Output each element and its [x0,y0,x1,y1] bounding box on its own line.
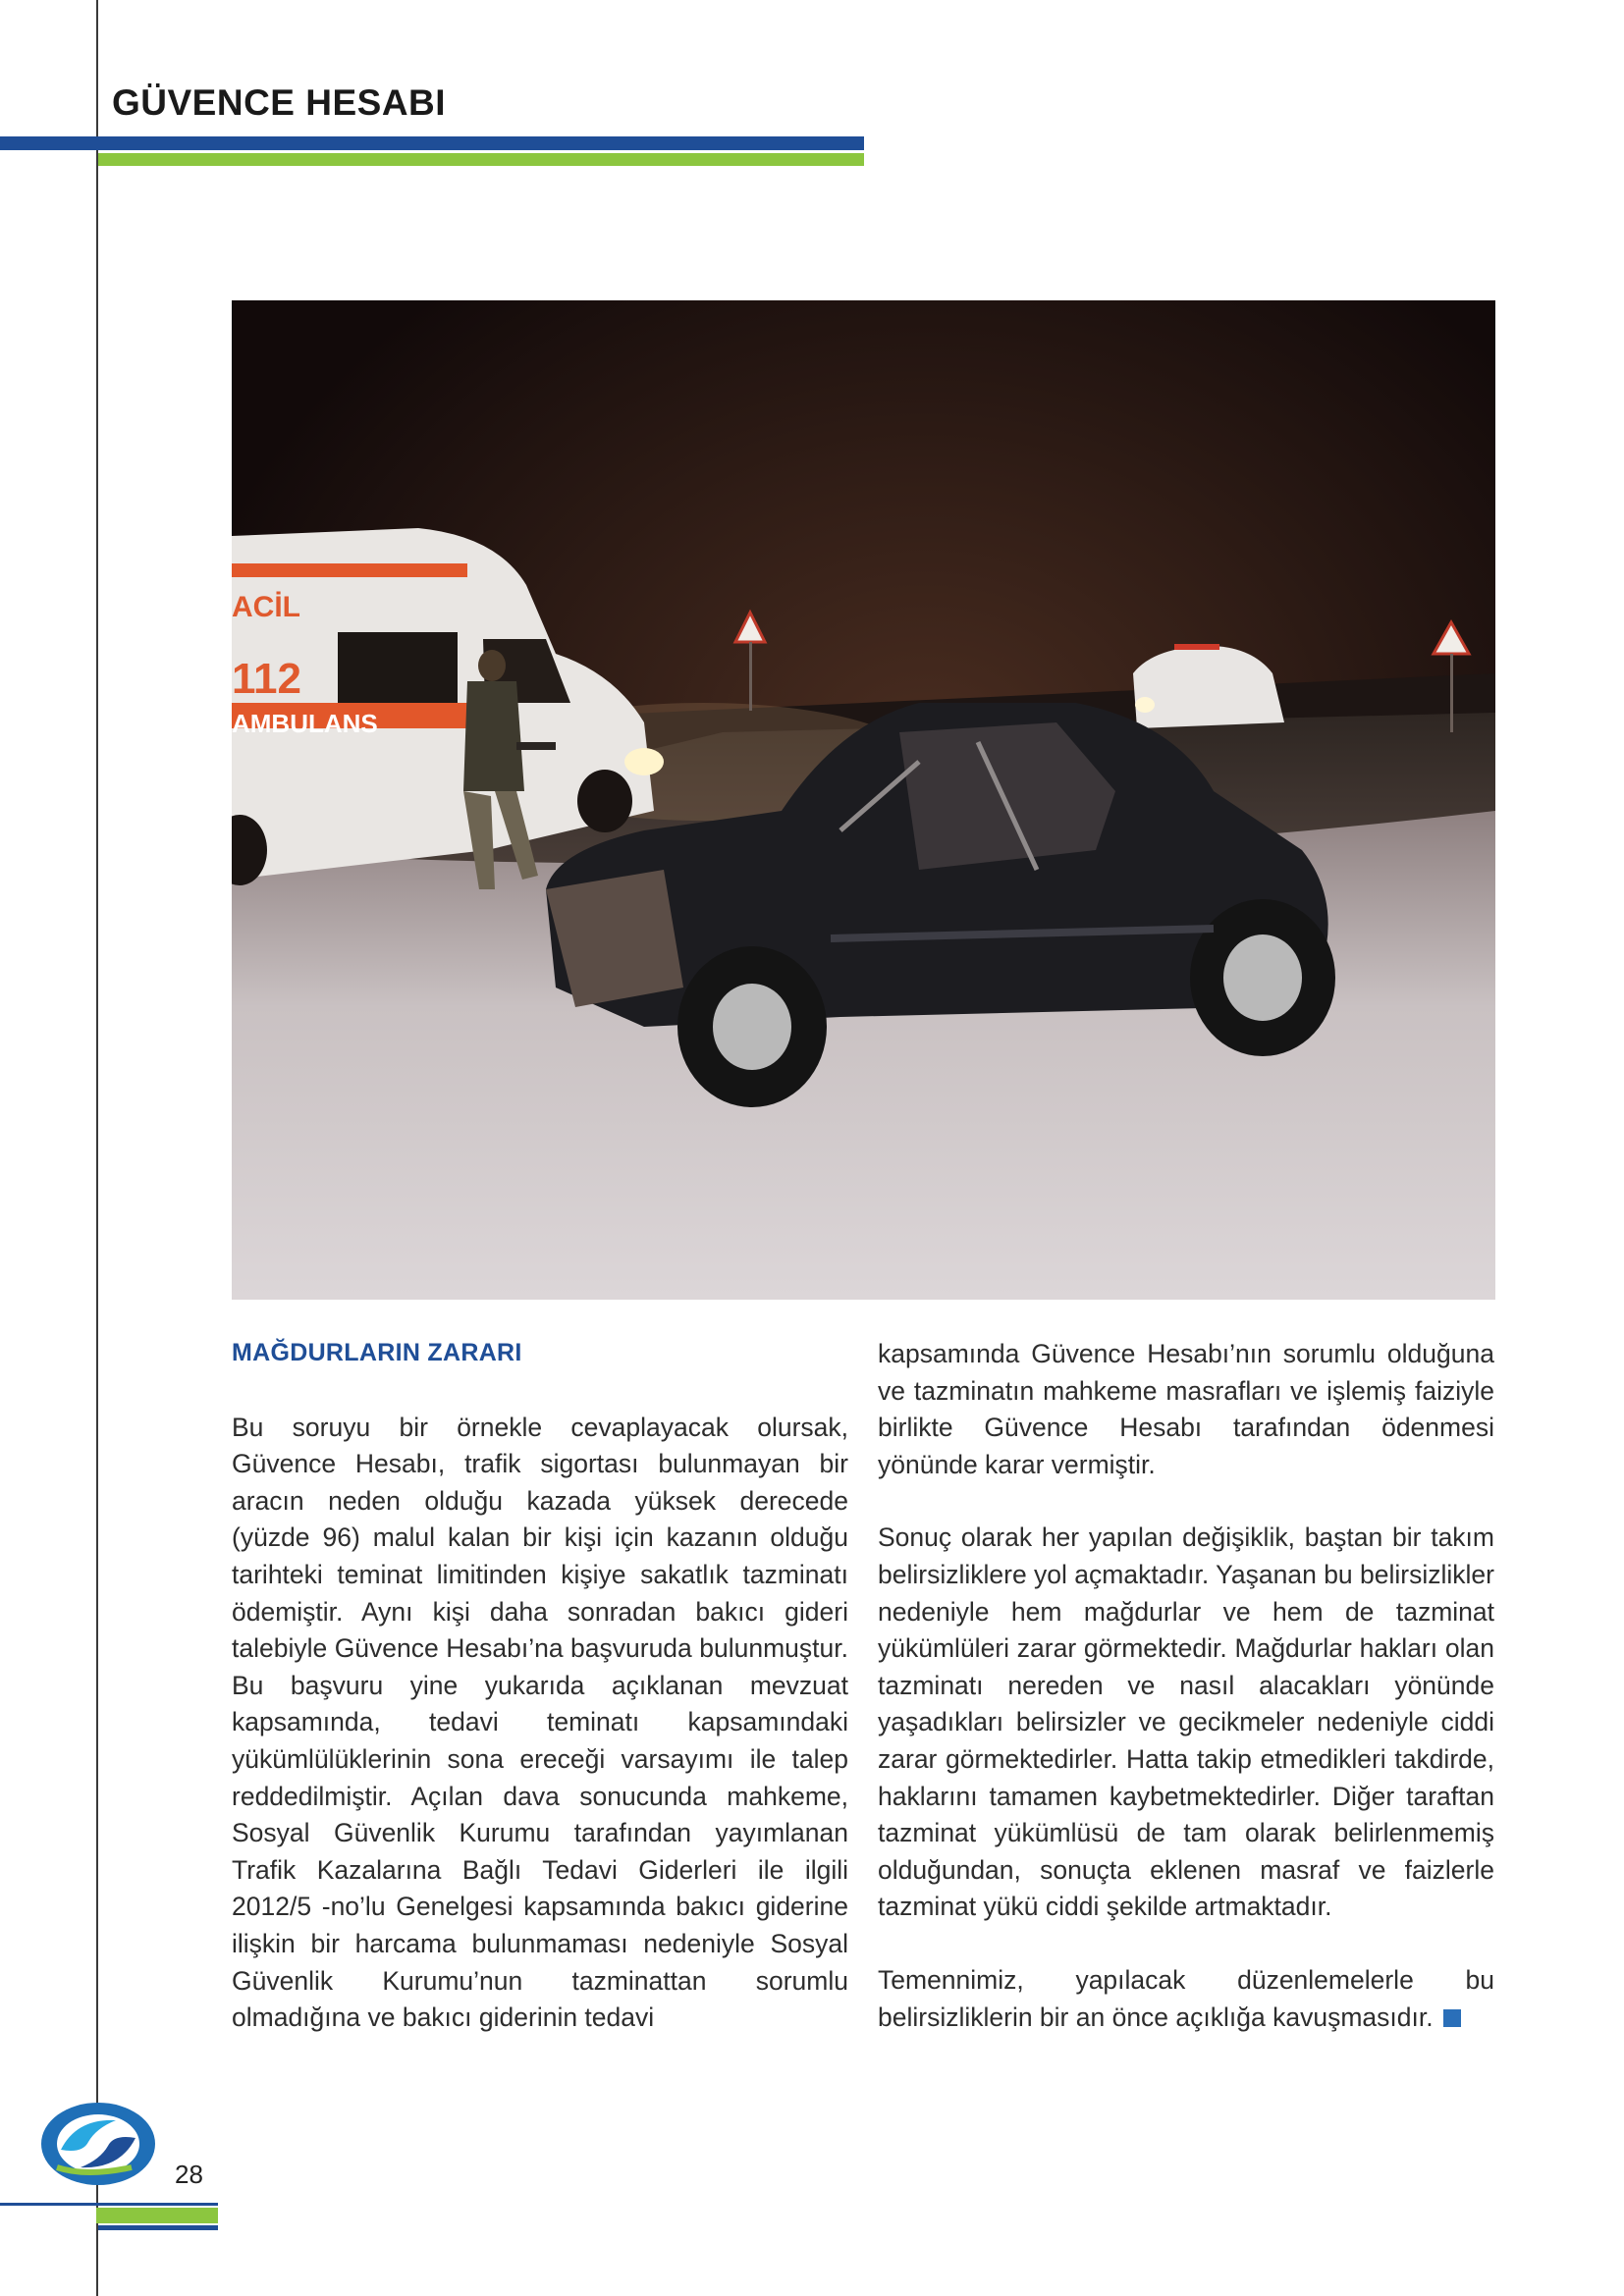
article-paragraph: kapsamında Güvence Hesabı’nın sorumlu olduğuna ve tazminatın mahkeme masrafları ve işlemiş faiziyle birlikte Güvence Hesabı tarafından ödenmesi yönünde karar vermiştir. [878,1339,1494,1479]
end-of-article-square-icon [1443,2009,1461,2027]
article-closing-text: Temennimiz, yapılacak düzenlemelerle bu belirsizliklerin bir an önce açıklığa kavuşmasıdır. [878,1964,1494,2032]
footer-rule [0,2203,218,2206]
ambulance-text-1: ACİL [232,591,300,623]
accident-photo [232,300,1495,1300]
article-subheading: MAĞDURLARIN ZARARI [232,1339,522,1366]
footer-band-blue [98,2225,218,2230]
article-left-column [232,1335,848,2037]
header-band-green [98,153,864,166]
ambulance-number: 112 [232,655,301,703]
guvence-logo-icon [37,2099,159,2189]
header-band-blue [0,136,864,150]
accident-scene-illustration [232,300,1495,1300]
article-paragraph: Sonuç olarak her yapılan değişiklik, baştan bir takım belirsizliklere yol açmaktadır. Yaşanan bu belirsizlikler nedeniyle hem mağdurlar ve hem de tazminat yükümlüleri zarar görmektedir. Mağdurlar hakları olan tazminatı nereden ve nasıl alacakları yönünde yaşadıkları belirsizler ve gecikmeler nedeniyle ciddi zarar görmektedirler. Hatta takip etmedikleri takdirde, haklarını tamamen kaybetmektedirler. Diğer taraftan tazminat yükümlüsü de tam olarak belirlenmemiş olduğundan, sonuçta eklenen masraf ve faizlerle tazminat yükü ciddi şekilde artmaktadır. [878,1522,1494,1922]
section-title: GÜVENCE HESABI [112,82,447,123]
page-number: 28 [175,2160,203,2189]
article-right-column [878,1336,1494,2036]
vertical-margin-rule [96,0,98,2296]
ambulance-text-2: AMBULANS [232,709,378,738]
article-closing-paragraph [878,1962,1494,2036]
footer-band-green [96,2208,218,2223]
article-paragraph: Bu soruyu bir örnekle cevaplayacak olursak, Güvence Hesabı, trafik sigortası bulunmayan bir aracın neden olduğu kazada yüksek derecede (yüzde 96) malul kalan bir kişi için kazanın olduğu tarihteki teminat limitinden kişiye sakatlık tazminatı ödemiştir. Aynı kişi daha sonradan bakıcı gideri talebiyle Güvence Hesabı’na başvuruda bulunmuştur. Bu başvuru yine yukarıda açıklanan mevzuat kapsamında, tedavi teminatı kapsamındaki yükümlülüklerinin sona ereceği varsayımı ile talep reddedilmiştir. Açılan dava sonucunda mahkeme, Sosyal Güvenlik Kurumu tarafından yayımlanan Trafik Kazalarına Bağlı Tedavi Giderleri ile ilgili 2012/5 -no’lu Genelgesi kapsamında bakıcı giderine ilişkin bir harcama bulunmaması nedeniyle Sosyal Güvenlik Kurumu’nun tazminattan sorumlu olmadığına ve bakıcı giderinin tedavi [232,1412,848,2033]
